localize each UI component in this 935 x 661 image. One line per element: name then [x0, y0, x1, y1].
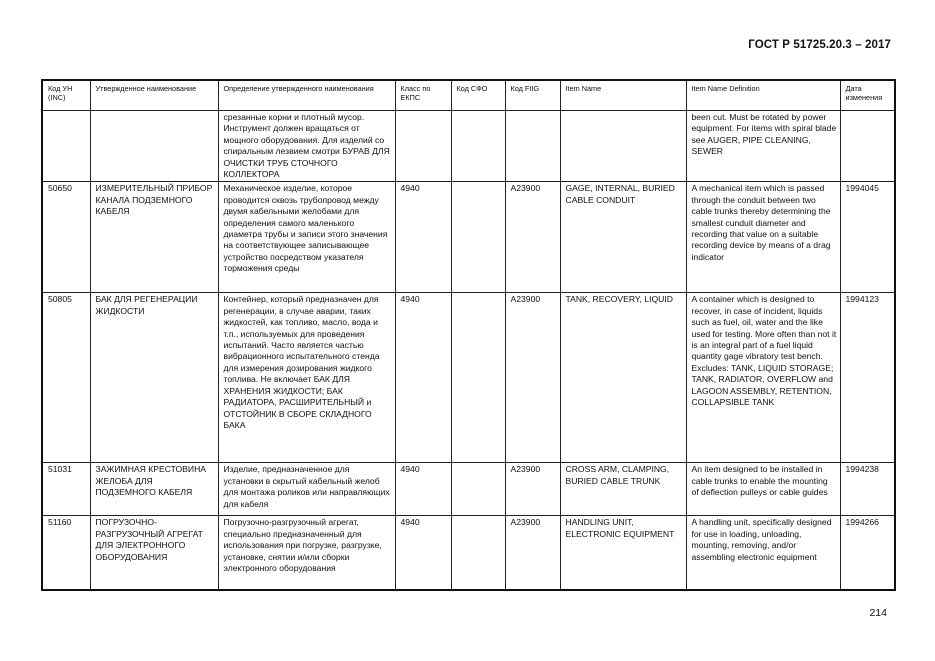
cell-sfo — [451, 182, 505, 293]
table-row — [42, 463, 895, 516]
table-row — [42, 293, 895, 463]
column-header-fsc: Класс по ЕКПС — [395, 80, 451, 111]
cell-fsc: 4940 — [395, 516, 451, 590]
cell-change-date: 1994123 — [840, 293, 895, 463]
cell-fiig: A23900 — [505, 182, 560, 293]
column-header-change-date: Дата изменения — [840, 80, 895, 111]
column-header-item-name-definition: Item Name Definition — [686, 80, 840, 111]
cell-fsc: 4940 — [395, 293, 451, 463]
cell-definition-en: An item designed to be installed in cable trunks to enable the mounting of deflection pulleys or cable guides — [686, 463, 840, 516]
column-header-fiig: Код FIIG — [505, 80, 560, 111]
table-header-row — [42, 80, 895, 111]
cell-inc: 50650 — [42, 182, 90, 293]
cell-inc: 51031 — [42, 463, 90, 516]
cell-definition-ru: Контейнер, который предназначен для регенерации, в случае аварии, таких жидкостей, как топливо, масло, вода и т.п., используемых для проведения испытаний. Часто является частью вибрационного испытательного стенда для измерения дозирования жидкого топлива. Не включает БАК ДЛЯ ХРАНЕНИЯ ЖИДКОСТИ; БАК РАДИАТОРА, РАСШИРИТЕЛЬНЫЙ и ОТСТОЙНИК В СБОРЕ СКЛАДНОГО БАКА — [218, 293, 395, 463]
cell-definition-ru: Механическое изделие, которое проводится сквозь трубопровод между двумя кабельными желобами для определения самого маленького диаметра трубы и записи этого значения на соответствующее записывающее устройство посредством указателя торможения среды — [218, 182, 395, 293]
column-header-item-name: Item Name — [560, 80, 686, 111]
cell-item-name: HANDLING UNIT, ELECTRONIC EQUIPMENT — [560, 516, 686, 590]
cell-fsc: 4940 — [395, 463, 451, 516]
cell-fiig: A23900 — [505, 516, 560, 590]
cell-approved-name: БАК ДЛЯ РЕГЕНЕРАЦИИ ЖИДКОСТИ — [90, 293, 218, 463]
cell-approved-name: ПОГРУЗОЧНО-РАЗГРУЗОЧНЫЙ АГРЕГАТ ДЛЯ ЭЛЕКТРОННОГО ОБОРУДОВАНИЯ — [90, 516, 218, 590]
cell-item-name: TANK, RECOVERY, LIQUID — [560, 293, 686, 463]
column-header-sfo: Код СФО — [451, 80, 505, 111]
cell-inc: 50805 — [42, 293, 90, 463]
cell-change-date — [840, 111, 895, 182]
column-header-inc: Код УН (INC) — [42, 80, 90, 111]
cell-approved-name — [90, 111, 218, 182]
cell-change-date: 1994266 — [840, 516, 895, 590]
cell-fsc — [395, 111, 451, 182]
cell-approved-name: ИЗМЕРИТЕЛЬНЫЙ ПРИБОР КАНАЛА ПОДЗЕМНОГО КАБЕЛЯ — [90, 182, 218, 293]
cell-sfo — [451, 293, 505, 463]
page-number: 214 — [869, 607, 887, 619]
cell-definition-ru: срезанные корни и плотный мусор. Инструмент должен вращаться от мощного оборудования. Для изделий со спиральным лезвием смотри БУРАВ ДЛЯ ОЧИСТКИ ТРУБ СТОЧНОГО КОЛЛЕКТОРА — [218, 111, 395, 182]
cell-change-date: 1994238 — [840, 463, 895, 516]
cell-inc — [42, 111, 90, 182]
cell-sfo — [451, 516, 505, 590]
column-header-definition-ru: Определение утвержденного наименования — [218, 80, 395, 111]
cell-item-name — [560, 111, 686, 182]
cell-definition-en: A mechanical item which is passed through the conduit between two cable trunks thereby determining the smallest cunduit diameter and recording that value on a suitable recording device by means of a drag indicator — [686, 182, 840, 293]
document-standard-header: ГОСТ Р 51725.20.3 – 2017 — [748, 39, 891, 51]
item-name-table — [41, 79, 896, 591]
cell-change-date: 1994045 — [840, 182, 895, 293]
cell-fiig — [505, 111, 560, 182]
cell-definition-en: been cut. Must be rotated by power equipment. For items with spiral blade see AUGER, PIPE CLEANING, SEWER — [686, 111, 840, 182]
cell-definition-en: A container which is designed to recover, in case of incident, liquids such as fuel, oil, water and the like used for testing. More often than not it is an integral part of a fuel liquid quantity gage vibratory test bench. Excludes: TANK, LIQUID STORAGE; TANK, RADIATOR, OVERFLOW and LAGOON ASSEMBLY, RETENTION, COLLAPSIBLE TANK — [686, 293, 840, 463]
table-row — [42, 111, 895, 182]
cell-fsc: 4940 — [395, 182, 451, 293]
cell-approved-name: ЗАЖИМНАЯ КРЕСТОВИНА ЖЕЛОБА ДЛЯ ПОДЗЕМНОГО КАБЕЛЯ — [90, 463, 218, 516]
cell-definition-ru: Погрузочно-разгрузочный агрегат, специально предназначенный для использования при погрузке, разгрузке, установке, снятии и/или сборки электронного оборудования — [218, 516, 395, 590]
cell-sfo — [451, 463, 505, 516]
cell-definition-en: A handling unit, specifically designed for use in loading, unloading, mounting, removing, and/or assembling electronic equipment — [686, 516, 840, 590]
table-row — [42, 182, 895, 293]
table-row — [42, 516, 895, 590]
cell-sfo — [451, 111, 505, 182]
cell-fiig: A23900 — [505, 463, 560, 516]
cell-inc: 51160 — [42, 516, 90, 590]
cell-item-name: GAGE, INTERNAL, BURIED CABLE CONDUIT — [560, 182, 686, 293]
column-header-approved-name: Утвержденное наименование — [90, 80, 218, 111]
cell-definition-ru: Изделие, предназначенное для установки в скрытый кабельный желоб для монтажа роликов или направляющих для кабеля — [218, 463, 395, 516]
cell-fiig: A23900 — [505, 293, 560, 463]
cell-item-name: CROSS ARM, CLAMPING, BURIED CABLE TRUNK — [560, 463, 686, 516]
